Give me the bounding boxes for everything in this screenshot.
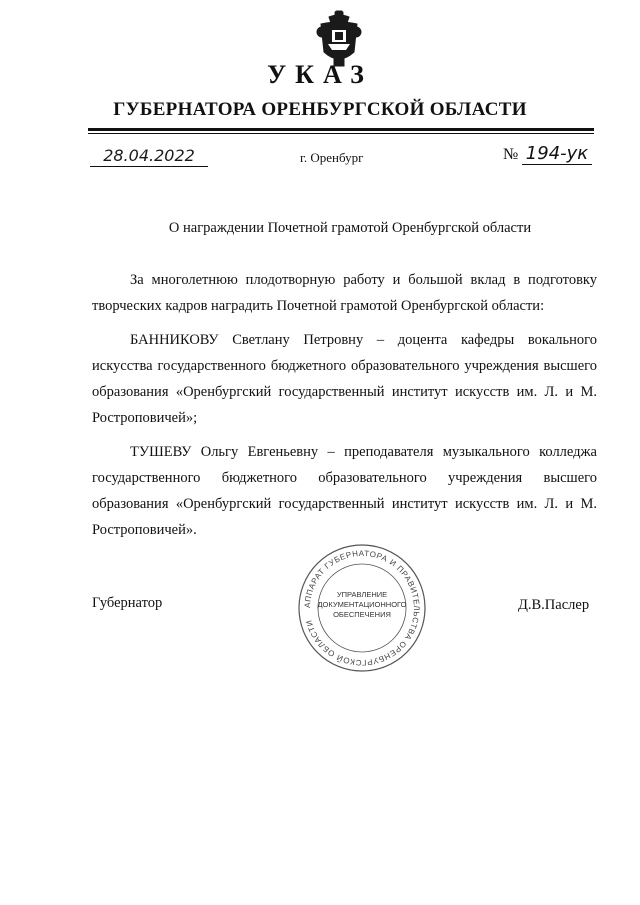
seal-line: УПРАВЛЕНИЕ: [336, 590, 388, 599]
document-date: 28.04.2022: [90, 146, 208, 167]
number-sign: №: [503, 146, 519, 163]
header-divider-thick: [88, 128, 594, 131]
seal-line: ДОКУМЕНТАЦИОННОГО: [317, 600, 407, 609]
document-title: УКАЗ: [267, 60, 373, 89]
signature-position: Губернатор: [92, 595, 163, 611]
seal-ring-text: АППАРАТ ГУБЕРНАТОРА И ПРАВИТЕЛЬСТВА ОРЕНБУРГСКОЙ ОБЛАСТИ: [302, 548, 422, 668]
document-issuer: ГУБЕРНАТОРА ОРЕНБУРГСКОЙ ОБЛАСТИ: [113, 99, 527, 120]
body-paragraph-awardee-1: БАННИКОВУ Светлану Петровну – доцента кафедры вокального искусства государственного бюджетного образовательного учреждения высшего образования «Оренбургский государственный институт искусств им. Л. и М. Ростроповичей»;: [92, 332, 597, 426]
document-heading: О награждении Почетной грамотой Оренбургской области: [168, 220, 532, 236]
signature-name: Д.В.Паслер: [518, 597, 590, 613]
body-paragraph-awardee-2: ТУШЕВУ Ольгу Евгеньевну – преподавателя музыкального колледжа государственного бюджетного образовательного учреждения высшего образования «Оренбургский государственный институт искусств им. Л. и М. Ростроповичей».: [92, 444, 597, 538]
seal-center-text: [297, 590, 427, 620]
seal-line: ОБЕСПЕЧЕНИЯ: [333, 610, 391, 619]
document-body: [92, 267, 597, 551]
header-divider-thin: [88, 133, 594, 134]
document-number: 194-ук: [522, 143, 592, 165]
body-paragraph-intro: За многолетнюю плодотворную работу и большой вклад в подготовку творческих кадров наградить Почетной грамотой Оренбургской области:: [92, 272, 597, 314]
document-city: г. Оренбург: [300, 150, 364, 165]
